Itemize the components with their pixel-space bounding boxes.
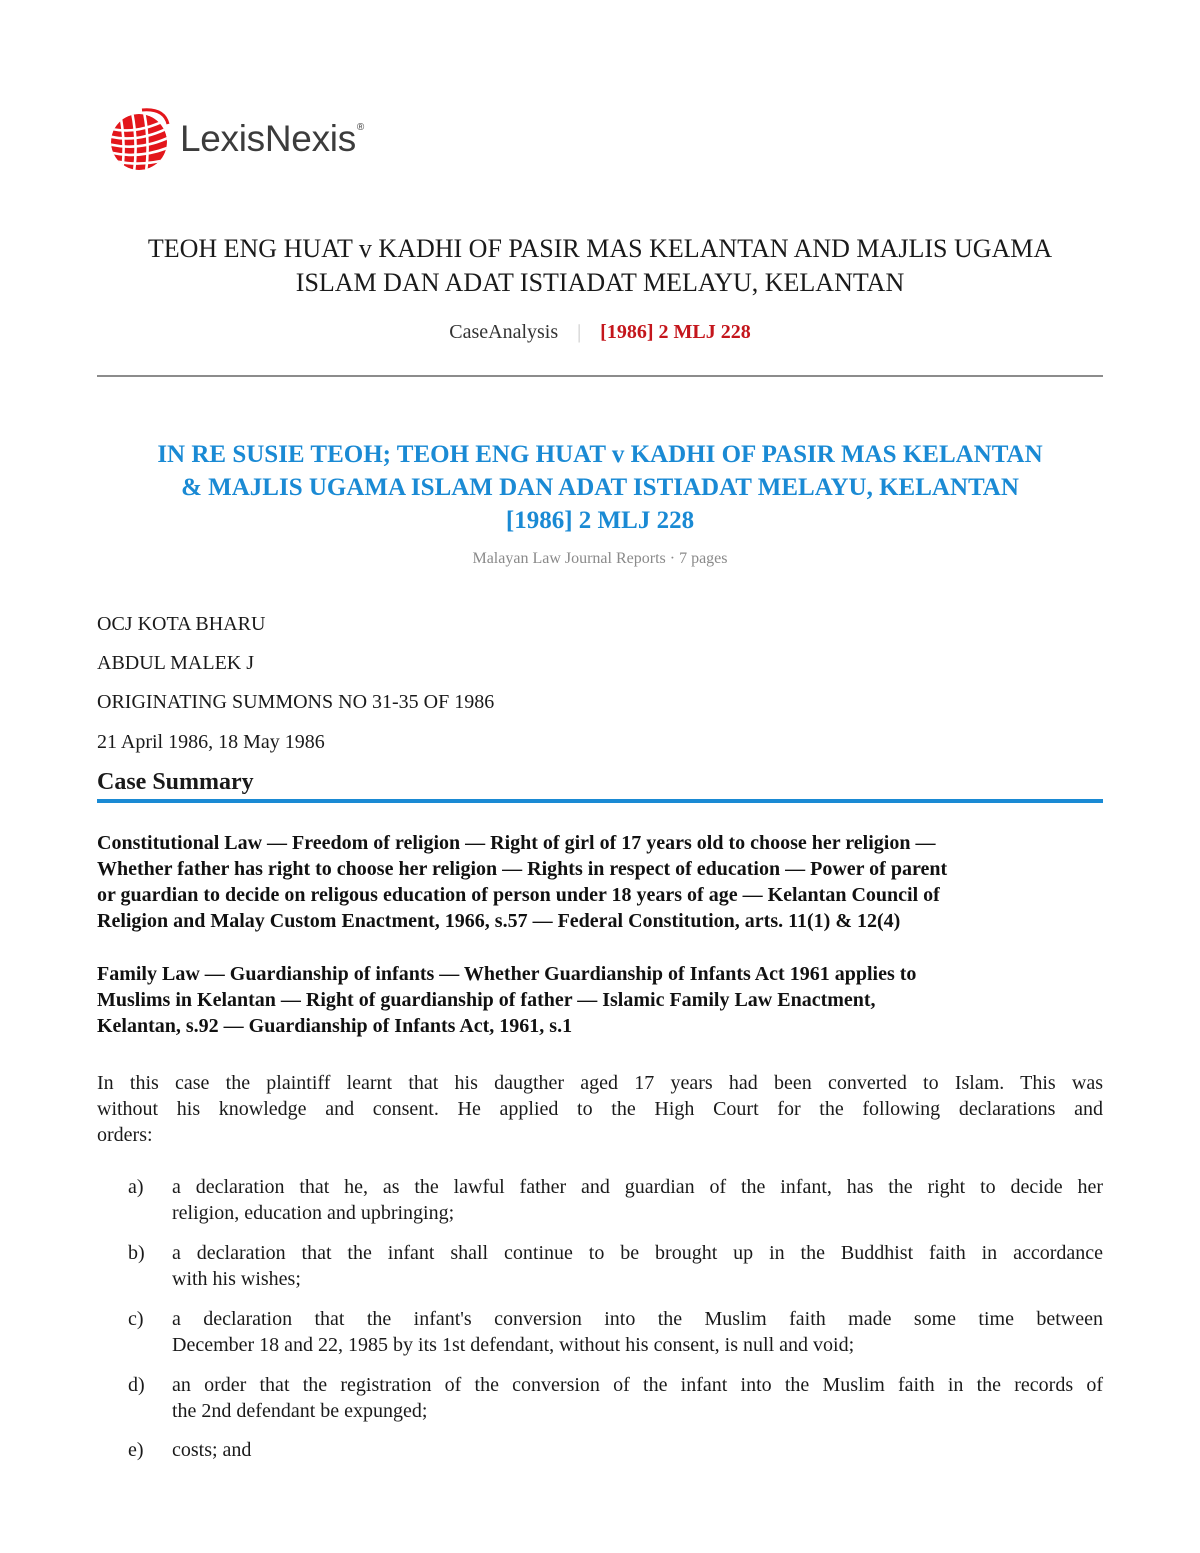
list-marker: b) — [128, 1242, 145, 1264]
list-marker: d) — [128, 1374, 145, 1396]
section-divider — [97, 799, 1103, 803]
list-item-line: costs; and — [172, 1439, 252, 1461]
catchword-line: Whether father has right to choose her religion — Rights in respect of education — Power of parent — [97, 858, 948, 880]
meta-separator: | — [577, 321, 582, 343]
paragraph-line: In this case the plaintiff learnt that his daugther aged 17 years had been converted to Islam. This was — [97, 1072, 1103, 1094]
case-title-line: IN RE SUSIE TEOH; TEOH ENG HUAT v KADHI OF PASIR MAS KELANTAN — [157, 441, 1043, 468]
catchword-line: or guardian to decide on religous education of person under 18 years of age — Kelantan Council of — [97, 884, 940, 906]
list-marker: a) — [128, 1176, 144, 1198]
lexisnexis-logo — [106, 104, 364, 174]
list-marker: c) — [128, 1308, 144, 1330]
list-item-line: the 2nd defendant be expunged; — [172, 1400, 428, 1422]
citation-link[interactable]: [1986] 2 MLJ 228 — [600, 321, 751, 343]
lexisnexis-globe-icon — [106, 106, 172, 172]
list-item-line: an order that the registration of the conversion of the infant into the Muslim faith in the records of — [172, 1374, 1103, 1396]
court-name: OCJ KOTA BHARU — [97, 613, 266, 635]
list-item-line: with his wishes; — [172, 1268, 301, 1290]
judge-name: ABDUL MALEK J — [97, 652, 255, 674]
document-title-line: TEOH ENG HUAT v KADHI OF PASIR MAS KELANTAN AND MAJLIS UGAMA — [147, 234, 1053, 263]
list-item-line: December 18 and 22, 1985 by its 1st defendant, without his consent, is null and void; — [172, 1334, 855, 1356]
list-item-line: a declaration that he, as the lawful father and guardian of the infant, has the right to decide her — [172, 1176, 1103, 1198]
case-title-line: & MAJLIS UGAMA ISLAM DAN ADAT ISTIADAT MELAYU, KELANTAN — [181, 474, 1019, 501]
document-meta — [97, 319, 1103, 345]
case-title — [97, 438, 1103, 537]
paragraph-line: without his knowledge and consent. He applied to the High Court for the following declarations and — [97, 1098, 1103, 1120]
proceeding-number: ORIGINATING SUMMONS NO 31-35 OF 1986 — [97, 691, 495, 713]
catchword-line: Family Law — Guardianship of infants — Whether Guardianship of Infants Act 1961 applies to — [97, 963, 917, 985]
section-heading: Case Summary — [97, 769, 254, 795]
catchword-line: Religion and Malay Custom Enactment, 1966, s.57 — Federal Constitution, arts. 11(1) & 12(4) — [97, 910, 901, 932]
summary-paragraph — [97, 1070, 1103, 1148]
catchword-line: Muslims in Kelantan — Right of guardianship of father — Islamic Family Law Enactment, — [97, 989, 876, 1011]
list-item-line: a declaration that the infant shall continue to be brought up in the Buddhist faith in accordance — [172, 1242, 1103, 1264]
brand-wordmark: LexisNexis® — [180, 118, 364, 159]
document-type: CaseAnalysis — [449, 321, 559, 343]
catchword-line: Kelantan, s.92 — Guardianship of Infants Act, 1961, s.1 — [97, 1015, 573, 1037]
report-info: Malayan Law Journal Reports · 7 pages — [472, 550, 728, 567]
list-marker: e) — [128, 1439, 144, 1461]
catchword-block — [97, 961, 1103, 1039]
header-divider — [97, 375, 1103, 377]
case-title-line: [1986] 2 MLJ 228 — [505, 507, 695, 534]
list-item-line: religion, education and upbringing; — [172, 1202, 455, 1224]
document-title — [97, 232, 1103, 300]
list-item-line: a declaration that the infant's conversion into the Muslim faith made some time between — [172, 1308, 1103, 1330]
paragraph-line: orders: — [97, 1124, 153, 1146]
catchword-block — [97, 830, 1103, 934]
document-title-line: ISLAM DAN ADAT ISTIADAT MELAYU, KELANTAN — [295, 268, 905, 297]
catchword-line: Constitutional Law — Freedom of religion — Right of girl of 17 years old to choose her religion — — [97, 832, 936, 854]
hearing-dates: 21 April 1986, 18 May 1986 — [97, 731, 325, 753]
